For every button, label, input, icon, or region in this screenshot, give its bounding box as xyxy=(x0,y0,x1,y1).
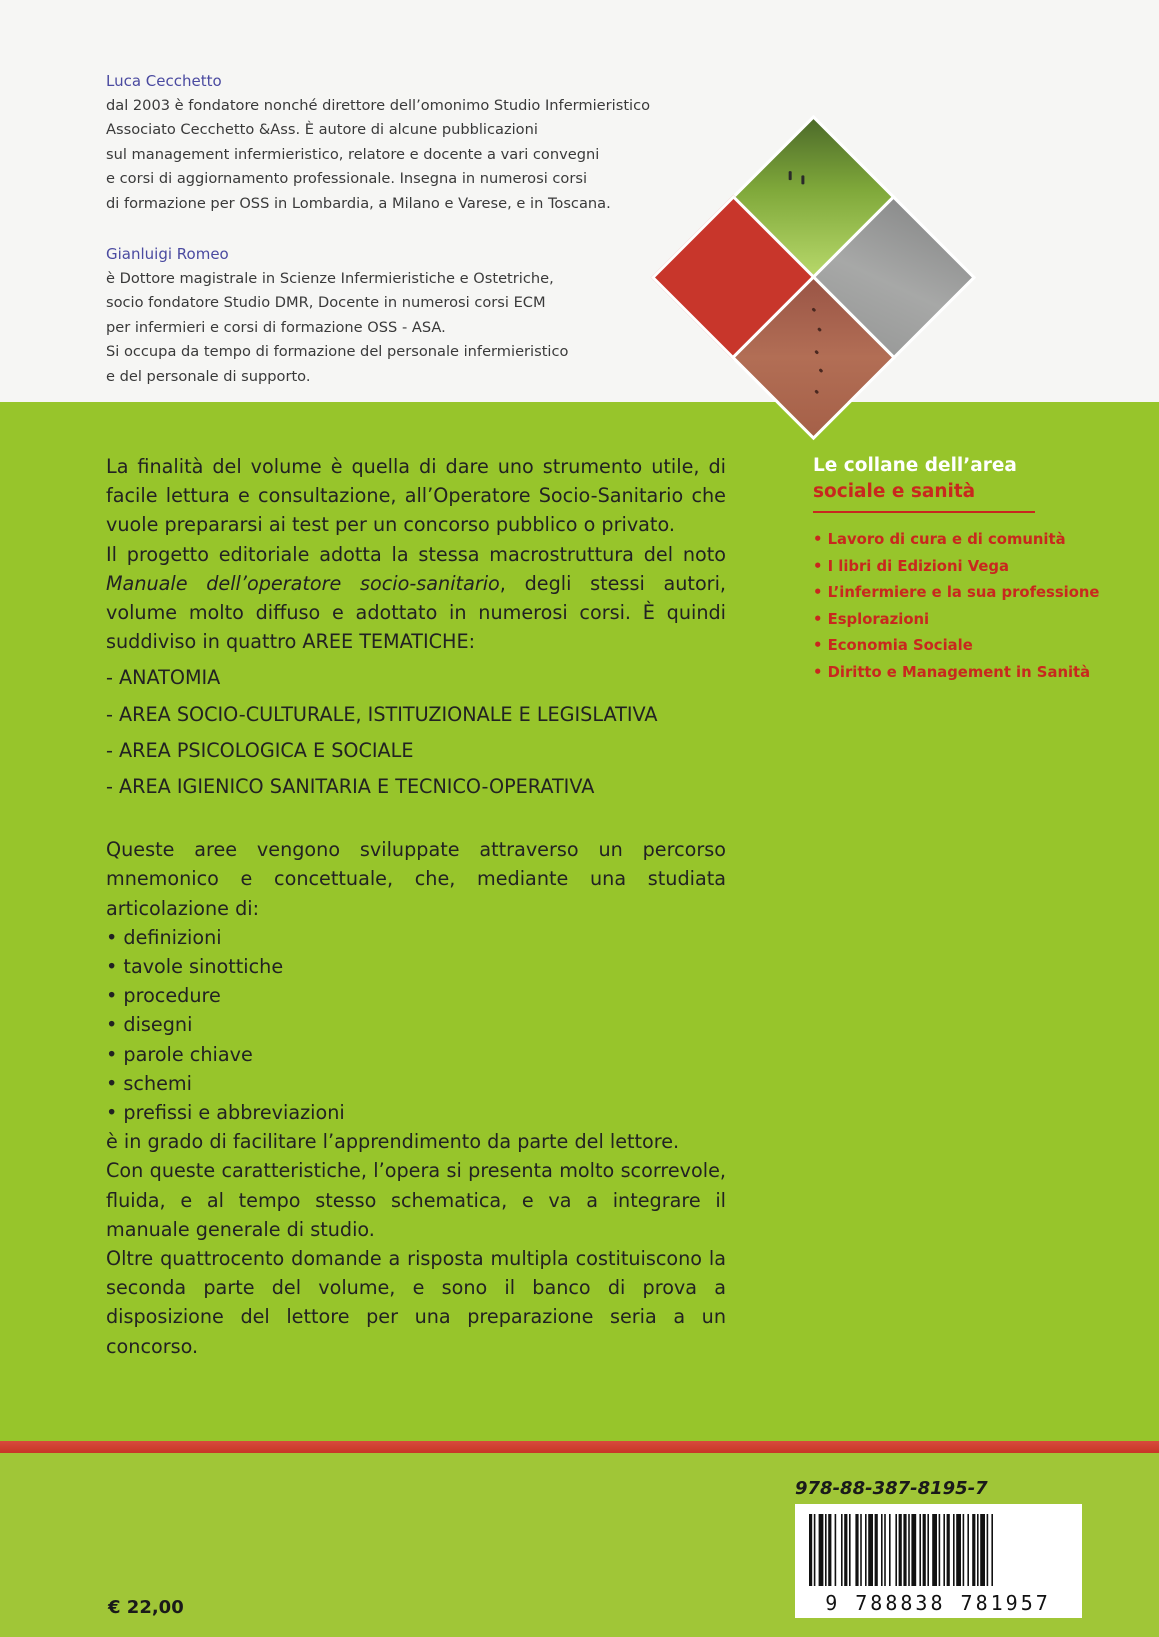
barcode-bar xyxy=(814,1514,816,1586)
method-item: • schemi xyxy=(106,1071,192,1095)
barcode-digits: 9 788838 781957 xyxy=(825,1591,1051,1615)
method-item: • parole chiave xyxy=(106,1042,253,1066)
book-description xyxy=(106,452,726,1361)
barcode-bar xyxy=(844,1514,847,1586)
author-bio-line: per infermieri e corsi di formazione OSS - ASA. xyxy=(106,318,446,336)
barcode-bar xyxy=(860,1514,862,1586)
barcode-bar xyxy=(972,1514,975,1586)
author-bio-line: è Dottore magistrale in Scienze Infermieristiche e Ostetriche, xyxy=(106,269,554,287)
series-item: • Diritto e Management in Sanità xyxy=(813,663,1091,681)
footprint-mark xyxy=(811,307,816,312)
area-item: - AREA IGIENICO SANITARIA E TECNICO-OPERATIVA xyxy=(106,775,595,799)
description-project-after: , degli stessi autori, volume molto diffuso e adottato in numerosi corsi. È quindi suddiviso in quattro AREE TEMATICHE: xyxy=(106,571,726,654)
barcode-bar xyxy=(841,1514,843,1586)
description-intro: La finalità del volume è quella di dare uno strumento utile, di facile lettura e consultazione, all’Operatore Socio-Sanitario che vuole prepararsi ai test per un concorso pubblico o privato. xyxy=(106,455,726,537)
person-figure xyxy=(801,175,804,184)
footprint-mark xyxy=(814,389,819,394)
description-project-title: Manuale dell’operatore socio-sanitario xyxy=(106,571,500,595)
author-bio-line: e corsi di aggiornamento professionale. Insegna in numerosi corsi xyxy=(106,170,588,188)
barcode-bar xyxy=(947,1514,950,1586)
area-item: - AREA SOCIO-CULTURALE, ISTITUZIONALE E LEGISLATIVA xyxy=(106,702,658,726)
barcode-bar xyxy=(828,1514,831,1586)
author-bio-line: sul management infermieristico, relatore e docente a vari convegni xyxy=(106,145,600,163)
author-bio-cecchetto xyxy=(106,69,650,217)
barcode-bar xyxy=(819,1514,824,1586)
barcode-bar xyxy=(875,1514,878,1586)
barcode-bar xyxy=(855,1514,858,1586)
area-item: - ANATOMIA xyxy=(106,666,221,690)
barcode-graphic xyxy=(795,1504,1082,1618)
barcode-bar xyxy=(943,1514,945,1586)
method-item: • procedure xyxy=(106,984,221,1008)
barcode-bar xyxy=(927,1514,929,1586)
barcode-bar xyxy=(919,1514,921,1586)
method-item: • prefissi e abbreviazioni xyxy=(106,1101,345,1125)
series-item: • L’infermiere e la sua professione xyxy=(813,584,1100,602)
barcode-bar xyxy=(849,1514,851,1586)
barcode-bar xyxy=(956,1514,961,1586)
footprint-mark xyxy=(814,350,819,355)
description-questions: Oltre quattrocento domande a risposta multipla costituiscono la seconda parte del volume, e sono il banco di prova a disposizione del lettore per una preparazione seria a un concorso. xyxy=(106,1247,726,1358)
author-bio-line: Associato Cecchetto &Ass. È autore di alcune pubblicazioni xyxy=(106,121,538,139)
series-subtitle: sociale e sanità xyxy=(813,481,976,502)
description-method-intro: Queste aree vengono sviluppate attraverso un percorso mnemonico e concettuale, che, mediante una studiata articolazione di: xyxy=(106,838,726,920)
barcode-bar xyxy=(825,1514,827,1586)
barcode-bar xyxy=(908,1514,910,1586)
area-item: - AREA PSICOLOGICA E SOCIALE xyxy=(106,738,414,762)
description-project xyxy=(106,540,726,657)
barcode-bar xyxy=(865,1514,867,1586)
barcode-bar xyxy=(991,1514,993,1586)
barcode-bar xyxy=(923,1514,926,1586)
series-divider xyxy=(813,511,1035,513)
series-item: • Esplorazioni xyxy=(813,610,930,628)
barcode-bar xyxy=(963,1514,965,1586)
isbn-number: 978-88-387-8195-7 xyxy=(795,1478,988,1499)
barcode xyxy=(795,1504,1082,1618)
barcode-bars xyxy=(809,1514,993,1586)
series-item: • Lavoro di cura e di comunità xyxy=(813,531,1066,548)
barcode-bar xyxy=(987,1514,989,1586)
barcode-bar xyxy=(835,1514,837,1586)
barcode-bar xyxy=(953,1514,955,1586)
barcode-bar xyxy=(980,1514,985,1586)
price: € 22,00 xyxy=(108,1597,184,1618)
barcode-bar xyxy=(967,1514,969,1586)
author-bio-line: e del personale di supporto. xyxy=(106,367,311,385)
red-divider-band xyxy=(0,1441,1159,1453)
barcode-bar xyxy=(903,1514,906,1586)
description-method-outro: è in grado di facilitare l’apprendimento da parte del lettore. xyxy=(106,1130,680,1154)
barcode-bar xyxy=(868,1514,873,1586)
description-project-before: Il progetto editoriale adotta la stessa macrostruttura del noto xyxy=(106,542,726,566)
barcode-bar xyxy=(899,1514,902,1586)
person-figure xyxy=(789,171,792,180)
description-features: Con queste caratteristiche, l’opera si presenta molto scorrevole, fluida, e al tempo stesso schematica, e va a integrare il manuale generale di studio. xyxy=(106,1159,726,1241)
barcode-bar xyxy=(977,1514,979,1586)
author-name: Gianluigi Romeo xyxy=(106,245,229,263)
barcode-bar xyxy=(809,1514,812,1586)
series-item: • Economia Sociale xyxy=(813,637,973,655)
barcode-bar xyxy=(932,1514,937,1586)
series-sidebar xyxy=(813,453,1103,687)
footprint-mark xyxy=(817,327,822,332)
author-bio-line: di formazione per OSS in Lombardia, a Milano e Varese, e in Toscana. xyxy=(106,194,611,212)
author-name: Luca Cecchetto xyxy=(106,72,222,90)
series-item: • I libri di Edizioni Vega xyxy=(813,557,1009,575)
barcode-bar xyxy=(939,1514,941,1586)
author-bio-line: Si occupa da tempo di formazione del personale infermieristico xyxy=(106,343,569,361)
method-item: • disegni xyxy=(106,1013,193,1037)
method-item: • tavole sinottiche xyxy=(106,955,284,979)
barcode-bar xyxy=(881,1514,883,1586)
barcode-bar xyxy=(889,1514,891,1586)
author-bio-line: socio fondatore Studio DMR, Docente in numerosi corsi ECM xyxy=(106,294,546,312)
method-item: • definizioni xyxy=(106,925,222,949)
footprint-mark xyxy=(818,368,823,373)
barcode-bar xyxy=(911,1514,916,1586)
photo-mosaic xyxy=(648,112,973,437)
series-title: Le collane dell’area xyxy=(813,455,1017,476)
series-list xyxy=(813,527,1103,687)
barcode-bar xyxy=(884,1514,886,1586)
barcode-bar xyxy=(895,1514,897,1586)
author-bio-romeo xyxy=(106,242,568,390)
author-bio-line: dal 2003 è fondatore nonché direttore dell’omonimo Studio Infermieristico xyxy=(106,96,651,114)
